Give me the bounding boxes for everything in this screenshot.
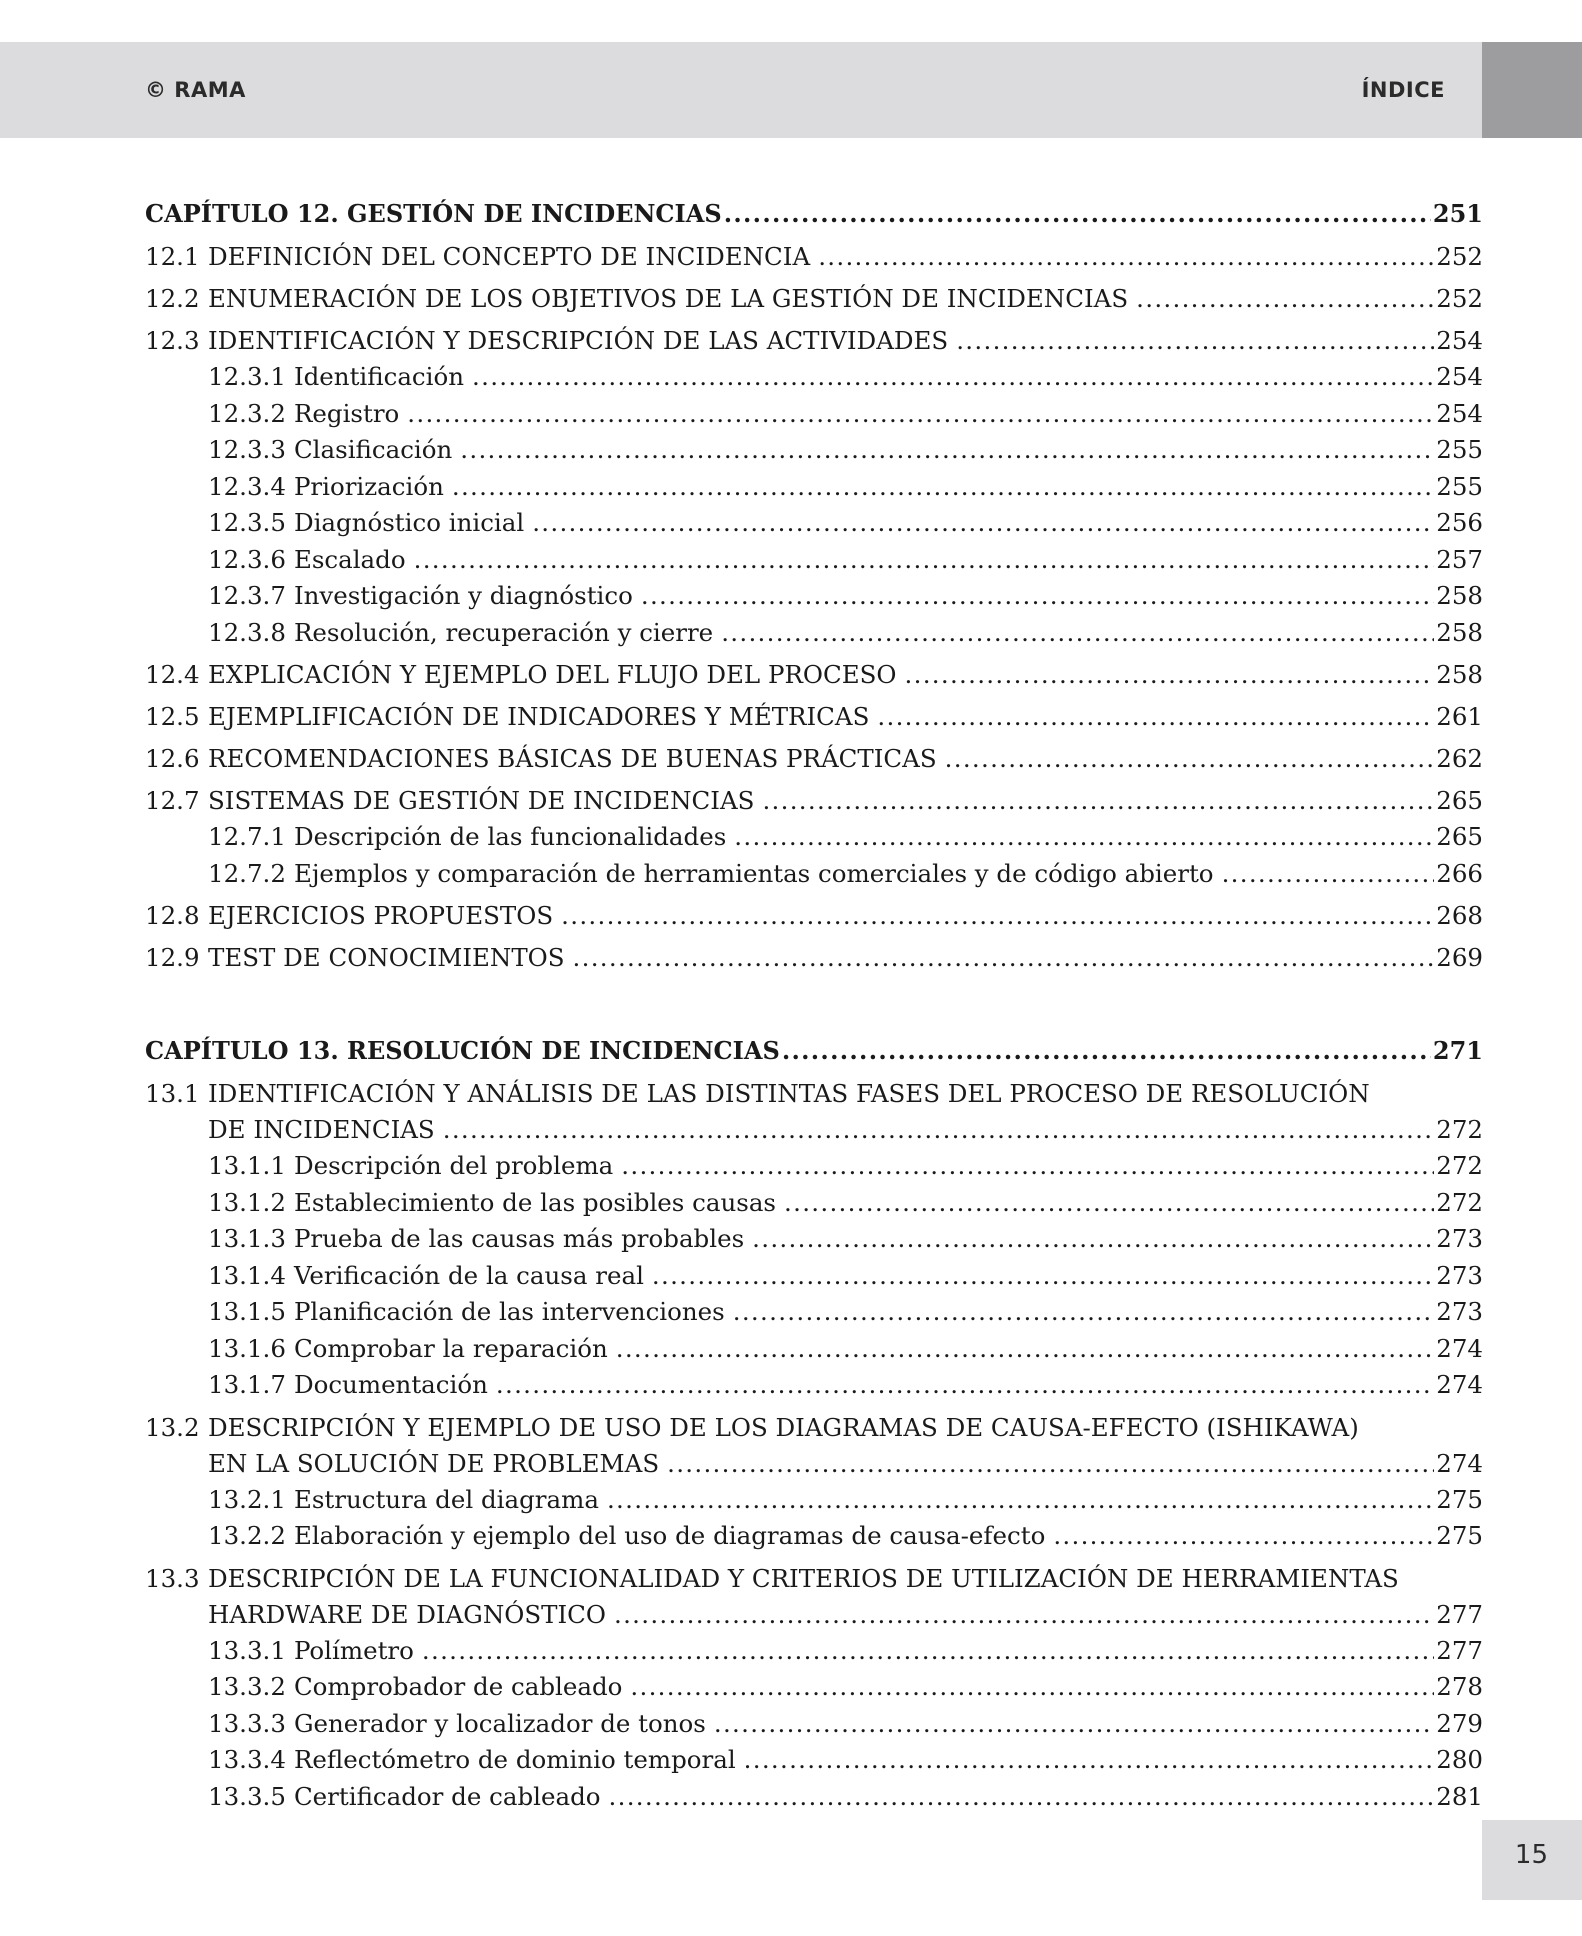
dot-leader (782, 1032, 1431, 1070)
toc-subsection-entry[interactable] (145, 542, 1483, 579)
dot-leader (621, 1148, 1434, 1185)
toc-subsection-entry[interactable] (145, 1148, 1483, 1185)
section-number: 12.4 (145, 660, 200, 689)
subsection-number: 12.3.4 (208, 471, 286, 501)
subsection-title: Generador y localizador de tonos (293, 1708, 706, 1738)
toc-subsection-entry[interactable] (145, 1221, 1483, 1258)
subsection-number: 13.2.2 (208, 1521, 286, 1550)
toc-subsection-entry[interactable] (145, 432, 1483, 469)
subsection-page-number: 273 (1436, 1224, 1483, 1253)
page-header (0, 42, 1582, 138)
section-page-number: 274 (1436, 1448, 1483, 1478)
chapter-title: CAPÍTULO 13. RESOLUCIÓN DE INCIDENCIAS (145, 1036, 780, 1065)
dot-leader (573, 940, 1435, 976)
toc-section-entry[interactable] (145, 741, 1483, 777)
page-number: 15 (1514, 1840, 1548, 1870)
toc-section-entry[interactable] (145, 699, 1483, 735)
dot-leader (667, 1446, 1434, 1482)
section-page-number: 262 (1436, 744, 1483, 773)
subsection-page-number: 258 (1436, 581, 1483, 610)
dot-leader (641, 578, 1434, 615)
section-title-line1: IDENTIFICACIÓN Y ANÁLISIS DE LAS DISTINTAS FASES DEL PROCESO DE RESOLUCIÓN (208, 1079, 1370, 1108)
toc-subsection-entry[interactable] (145, 1518, 1483, 1555)
subsection-page-number: 258 (1436, 617, 1483, 647)
subsection-title: Registro (293, 398, 400, 428)
publisher-label: © RAMA (145, 78, 246, 102)
subsection-title: Ejemplos y comparación de herramientas comerciales y de código abierto (293, 858, 1214, 888)
toc-subsection-entry[interactable] (145, 396, 1483, 433)
toc-section-entry[interactable] (145, 1597, 1483, 1633)
dot-leader (877, 699, 1434, 735)
subsection-number: 13.3.5 (208, 1781, 286, 1811)
chapter-page-number: 271 (1432, 1036, 1483, 1065)
subsection-number: 12.3.1 (208, 362, 286, 391)
section-page-number: 254 (1436, 326, 1483, 355)
subsection-title: Comprobar la reparación (293, 1333, 608, 1363)
subsection-page-number: 255 (1436, 471, 1483, 501)
section-title: DE INCIDENCIAS (208, 1115, 435, 1144)
subsection-page-number: 273 (1436, 1260, 1483, 1290)
section-title: DEFINICIÓN DEL CONCEPTO DE INCIDENCIA (208, 242, 811, 271)
toc-subsection-entry[interactable] (145, 1779, 1483, 1816)
subsection-title: Reflectómetro de dominio temporal (293, 1745, 736, 1774)
section-title: TEST DE CONOCIMIENTOS (208, 943, 565, 972)
section-number: 12.9 (145, 943, 200, 972)
subsection-title: Identificación (293, 362, 465, 391)
dot-leader (496, 1367, 1434, 1404)
section-number: 12.5 (145, 702, 200, 731)
toc-section-entry-first-line[interactable] (145, 1076, 1483, 1112)
subsection-title: Verificación de la causa real (293, 1260, 644, 1290)
dot-leader (956, 323, 1434, 359)
subsection-title: Planificación de las intervenciones (293, 1297, 725, 1326)
subsection-number: 13.2.1 (208, 1484, 286, 1514)
subsection-page-number: 257 (1436, 544, 1483, 574)
subsection-number: 13.1.1 (208, 1151, 286, 1180)
dot-leader (945, 741, 1435, 777)
table-of-contents (145, 195, 1483, 1815)
chapter-page-number: 251 (1432, 199, 1483, 228)
dot-leader (614, 1597, 1434, 1633)
toc-section-entry[interactable] (145, 898, 1483, 934)
dot-leader (472, 359, 1434, 396)
subsection-number: 13.1.6 (208, 1333, 286, 1363)
subsection-page-number: 281 (1436, 1781, 1483, 1811)
subsection-title: Diagnóstico inicial (293, 508, 525, 537)
subsection-number: 12.7.1 (208, 822, 286, 851)
section-title: EJERCICIOS PROPUESTOS (208, 901, 554, 930)
subsection-page-number: 254 (1436, 398, 1483, 428)
dot-leader (733, 1294, 1434, 1331)
dot-leader (762, 783, 1434, 819)
dot-leader (452, 469, 1434, 506)
section-number: 13.1 (145, 1079, 200, 1108)
dot-leader (443, 1112, 1435, 1148)
subsection-title: Documentación (293, 1370, 488, 1399)
dot-leader (630, 1669, 1434, 1706)
section-page-number: 258 (1436, 660, 1483, 689)
section-title: ENUMERACIÓN DE LOS OBJETIVOS DE LA GESTIÓN DE INCIDENCIAS (208, 284, 1129, 313)
dot-leader (724, 195, 1431, 233)
toc-section-entry[interactable] (145, 1112, 1483, 1148)
toc-section-entry[interactable] (145, 783, 1483, 819)
dot-leader (607, 1482, 1434, 1519)
dot-leader (652, 1258, 1434, 1295)
toc-chapter-entry[interactable] (145, 195, 1483, 233)
subsection-page-number: 255 (1436, 435, 1483, 464)
dot-leader (1136, 281, 1434, 317)
toc-subsection-entry[interactable] (145, 469, 1483, 506)
section-title: EXPLICACIÓN Y EJEMPLO DEL FLUJO DEL PROCESO (208, 660, 897, 689)
dot-leader (784, 1185, 1434, 1222)
section-label: ÍNDICE (1361, 78, 1445, 102)
dot-leader (422, 1633, 1434, 1670)
dot-leader (905, 657, 1435, 693)
section-title-line1: DESCRIPCIÓN Y EJEMPLO DE USO DE LOS DIAGRAMAS DE CAUSA-EFECTO (ISHIKAWA) (208, 1412, 1359, 1442)
subsection-number: 12.3.2 (208, 398, 286, 428)
dot-leader (532, 505, 1434, 542)
dot-leader (616, 1331, 1434, 1368)
section-number: 13.2 (145, 1412, 200, 1442)
subsection-page-number: 272 (1436, 1151, 1483, 1180)
subsection-page-number: 273 (1436, 1297, 1483, 1326)
subsection-number: 12.3.3 (208, 435, 286, 464)
section-title: IDENTIFICACIÓN Y DESCRIPCIÓN DE LAS ACTIVIDADES (208, 326, 949, 355)
toc-section-entry-first-line[interactable] (145, 1561, 1483, 1597)
subsection-number: 13.3.2 (208, 1672, 286, 1701)
subsection-title: Estructura del diagrama (293, 1484, 599, 1514)
toc-subsection-entry[interactable] (145, 819, 1483, 856)
subsection-page-number: 265 (1436, 822, 1483, 851)
toc-subsection-entry[interactable] (145, 615, 1483, 652)
subsection-title: Escalado (293, 544, 406, 574)
dot-leader (414, 542, 1435, 579)
toc-subsection-entry[interactable] (145, 1482, 1483, 1519)
subsection-number: 13.3.1 (208, 1635, 286, 1665)
toc-subsection-entry[interactable] (145, 1706, 1483, 1743)
toc-subsection-entry[interactable] (145, 1742, 1483, 1779)
dot-leader (734, 819, 1434, 856)
subsection-number: 12.3.7 (208, 581, 286, 610)
toc-subsection-entry[interactable] (145, 359, 1483, 396)
subsection-page-number: 254 (1436, 362, 1483, 391)
section-number: 12.1 (145, 242, 200, 271)
subsection-page-number: 277 (1436, 1635, 1483, 1665)
section-title: RECOMENDACIONES BÁSICAS DE BUENAS PRÁCTICAS (208, 744, 937, 773)
section-page-number: 252 (1436, 284, 1483, 313)
toc-subsection-entry[interactable] (145, 1185, 1483, 1222)
dot-leader (744, 1742, 1435, 1779)
subsection-title: Priorización (293, 471, 444, 501)
subsection-title: Comprobador de cableado (293, 1672, 623, 1701)
dot-leader (561, 898, 1434, 934)
toc-section-entry[interactable] (145, 940, 1483, 976)
subsection-title: Resolución, recuperación y cierre (293, 617, 714, 647)
toc-subsection-entry[interactable] (145, 578, 1483, 615)
section-page-number: 265 (1436, 786, 1483, 815)
section-number: 12.6 (145, 744, 200, 773)
subsection-page-number: 280 (1436, 1745, 1483, 1774)
dot-leader (714, 1706, 1434, 1743)
dot-leader (609, 1779, 1435, 1816)
subsection-title: Elaboración y ejemplo del uso de diagramas de causa-efecto (293, 1521, 1046, 1550)
subsection-title: Certificador de cableado (293, 1781, 601, 1811)
section-number: 12.8 (145, 901, 200, 930)
toc-section-entry-first-line[interactable] (145, 1410, 1483, 1446)
dot-leader (407, 396, 1434, 433)
toc-section-entry[interactable] (145, 323, 1483, 359)
subsection-page-number: 278 (1436, 1672, 1483, 1701)
toc-section-entry[interactable] (145, 657, 1483, 693)
toc-subsection-entry[interactable] (145, 856, 1483, 893)
section-page-number: 277 (1436, 1599, 1483, 1629)
subsection-title: Establecimiento de las posibles causas (293, 1187, 777, 1217)
subsection-number: 13.1.4 (208, 1260, 286, 1290)
subsection-number: 13.1.5 (208, 1297, 286, 1326)
toc-subsection-entry[interactable] (145, 1367, 1483, 1404)
toc-subsection-entry[interactable] (145, 1331, 1483, 1368)
toc-subsection-entry[interactable] (145, 505, 1483, 542)
dot-leader (818, 239, 1434, 275)
subsection-page-number: 256 (1436, 508, 1483, 537)
subsection-page-number: 266 (1436, 858, 1483, 888)
toc-section-entry[interactable] (145, 239, 1483, 275)
toc-section-entry[interactable] (145, 281, 1483, 317)
section-page-number: 269 (1436, 943, 1483, 972)
toc-subsection-entry[interactable] (145, 1633, 1483, 1670)
subsection-number: 13.1.3 (208, 1224, 286, 1253)
toc-chapter-entry[interactable] (145, 1032, 1483, 1070)
section-title-line1: DESCRIPCIÓN DE LA FUNCIONALIDAD Y CRITERIOS DE UTILIZACIÓN DE HERRAMIENTAS (208, 1563, 1399, 1593)
dot-leader (460, 432, 1434, 469)
subsection-title: Descripción de las funcionalidades (293, 822, 727, 851)
section-title: EN LA SOLUCIÓN DE PROBLEMAS (208, 1448, 660, 1478)
header-tab (1482, 42, 1582, 138)
subsection-number: 12.3.8 (208, 617, 286, 647)
subsection-title: Descripción del problema (293, 1151, 614, 1180)
dot-leader (752, 1221, 1434, 1258)
subsection-title: Clasificación (293, 435, 453, 464)
subsection-number: 13.3.4 (208, 1745, 286, 1774)
toc-subsection-entry[interactable] (145, 1258, 1483, 1295)
section-page-number: 252 (1436, 242, 1483, 271)
subsection-page-number: 274 (1436, 1370, 1483, 1399)
subsection-page-number: 275 (1436, 1521, 1483, 1550)
subsection-number: 12.3.6 (208, 544, 286, 574)
subsection-number: 12.3.5 (208, 508, 286, 537)
subsection-number: 13.3.3 (208, 1708, 286, 1738)
section-number: 13.3 (145, 1563, 200, 1593)
section-title: HARDWARE DE DIAGNÓSTICO (208, 1599, 606, 1629)
section-title: SISTEMAS DE GESTIÓN DE INCIDENCIAS (208, 786, 755, 815)
dot-leader (721, 615, 1434, 652)
dot-leader (1053, 1518, 1434, 1555)
subsection-page-number: 275 (1436, 1484, 1483, 1514)
dot-leader (1222, 856, 1435, 893)
section-title: EJEMPLIFICACIÓN DE INDICADORES Y MÉTRICAS (208, 702, 870, 731)
section-number: 12.2 (145, 284, 200, 313)
toc-subsection-entry[interactable] (145, 1669, 1483, 1706)
toc-subsection-entry[interactable] (145, 1294, 1483, 1331)
subsection-title: Polímetro (293, 1635, 414, 1665)
subsection-title: Investigación y diagnóstico (293, 581, 633, 610)
section-page-number: 272 (1436, 1115, 1483, 1144)
section-page-number: 268 (1436, 901, 1483, 930)
subsection-number: 13.1.7 (208, 1370, 286, 1399)
chapter-title: CAPÍTULO 12. GESTIÓN DE INCIDENCIAS (145, 199, 722, 228)
subsection-title: Prueba de las causas más probables (293, 1224, 745, 1253)
subsection-page-number: 272 (1436, 1187, 1483, 1217)
toc-section-entry[interactable] (145, 1446, 1483, 1482)
section-number: 12.3 (145, 326, 200, 355)
section-number: 12.7 (145, 786, 200, 815)
subsection-number: 13.1.2 (208, 1187, 286, 1217)
subsection-page-number: 274 (1436, 1333, 1483, 1363)
subsection-page-number: 279 (1436, 1708, 1483, 1738)
section-page-number: 261 (1436, 702, 1483, 731)
subsection-number: 12.7.2 (208, 858, 286, 888)
